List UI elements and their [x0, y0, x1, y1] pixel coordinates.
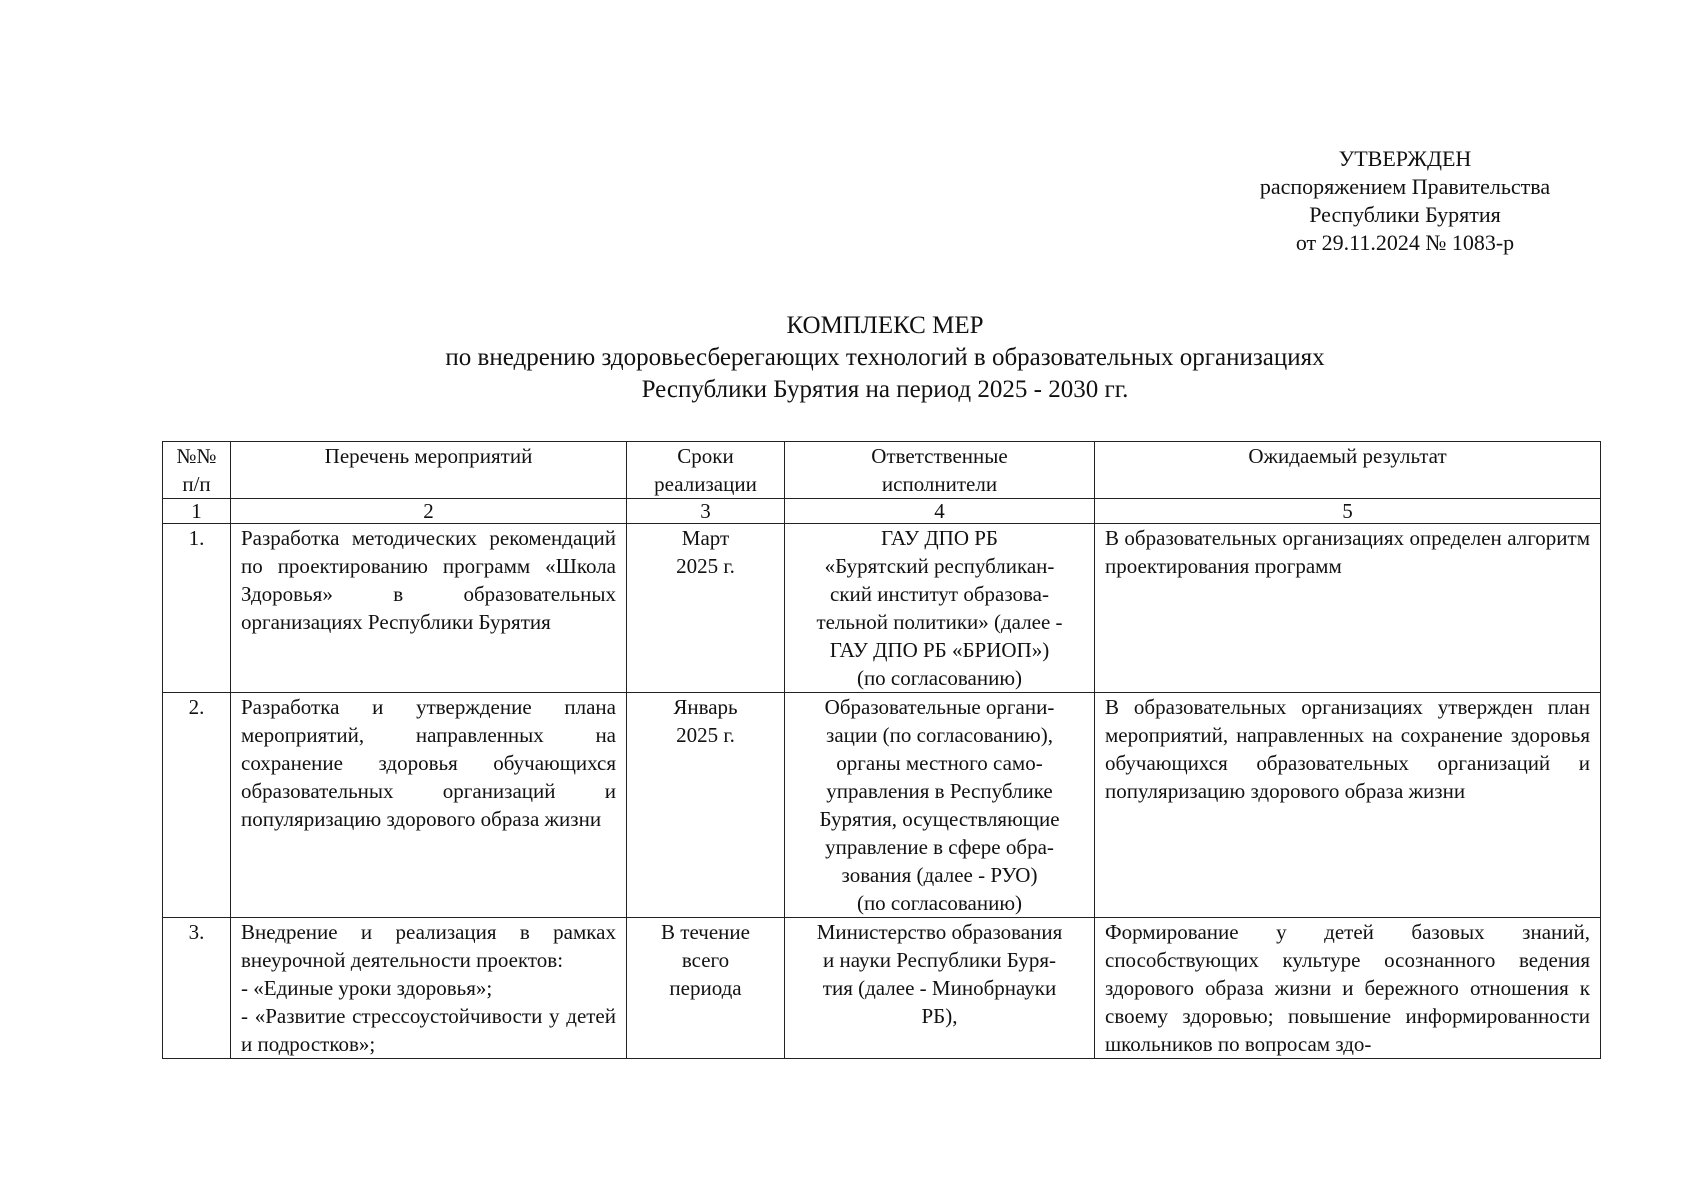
column-number-row — [163, 499, 1601, 524]
row-number: 3. — [163, 918, 231, 1059]
approval-line: УТВЕРЖДЕН — [1338, 146, 1472, 171]
document-title — [0, 310, 1698, 406]
activity-term: Январь 2025 г. — [627, 693, 785, 918]
activity-name: Внедрение и реализация в рамках внеурочной деятельности проектов: - «Единые уроки здоровья»; - «Развитие стрессоустойчивости у детей и подростков»; — [231, 918, 627, 1059]
row-number: 2. — [163, 693, 231, 918]
approval-line: распоряжением Правительства — [1259, 174, 1551, 199]
table-row — [163, 524, 1601, 693]
row-number: 1. — [163, 524, 231, 693]
activity-name: Разработка методических рекомендаций по проектированию программ «Школа Здоровья» в образовательных организациях Республики Бурятия — [231, 524, 627, 693]
measures-table — [162, 441, 1601, 1059]
activity-responsible: Министерство образования и науки Республики Буря- тия (далее - Минобрнауки РБ), — [785, 918, 1095, 1059]
activity-term: В течение всего периода — [627, 918, 785, 1059]
activity-name: Разработка и утверждение плана мероприятий, направленных на сохранение здоровья обучающихся образовательных организаций и популяризацию здорового образа жизни — [231, 693, 627, 918]
approval-stamp — [1190, 145, 1620, 257]
column-number: 3 — [627, 499, 785, 524]
column-number: 5 — [1095, 499, 1601, 524]
activity-result: Формирование у детей базовых знаний, способствующих культуре осознанного ведения здорового образа жизни и бережного отношения к своему здоровью; повышение информированности школьников по вопросам здо- — [1095, 918, 1601, 1059]
column-number: 4 — [785, 499, 1095, 524]
activity-result: В образовательных организациях определен алгоритм проектирования программ — [1095, 524, 1601, 693]
activity-responsible: Образовательные органи- зации (по согласованию), органы местного само- управления в Республике Бурятия, осуществляющие управление в сфере обра- зования (далее - РУО) (по согласованию) — [785, 693, 1095, 918]
column-number: 1 — [163, 499, 231, 524]
header-responsible: Ответственные исполнители — [785, 442, 1095, 499]
approval-line: от 29.11.2024 № 1083-р — [1295, 230, 1515, 255]
title-line: КОМПЛЕКС МЕР — [786, 312, 984, 339]
activity-result: В образовательных организациях утвержден план мероприятий, направленных на сохранение здоровья обучающихся образовательных организаций и популяризацию здорового образа жизни — [1095, 693, 1601, 918]
approval-line: Республики Бурятия — [1309, 202, 1501, 227]
header-number: №№ п/п — [163, 442, 231, 499]
title-line: Республики Бурятия на период 2025 - 2030 гг. — [641, 376, 1129, 403]
activity-responsible: ГАУ ДПО РБ «Бурятский республикан- ский институт образова- тельной политики» (далее - ГАУ ДПО РБ «БРИОП») (по согласованию) — [785, 524, 1095, 693]
table-row — [163, 693, 1601, 918]
title-line: по внедрению здоровьесберегающих технологий в образовательных организациях — [445, 344, 1325, 371]
header-terms: Сроки реализации — [627, 442, 785, 499]
activity-term: Март 2025 г. — [627, 524, 785, 693]
table-header-row — [163, 442, 1601, 499]
table-row — [163, 918, 1601, 1059]
column-number: 2 — [231, 499, 627, 524]
header-activities: Перечень мероприятий — [231, 442, 627, 499]
header-result: Ожидаемый результат — [1095, 442, 1601, 499]
